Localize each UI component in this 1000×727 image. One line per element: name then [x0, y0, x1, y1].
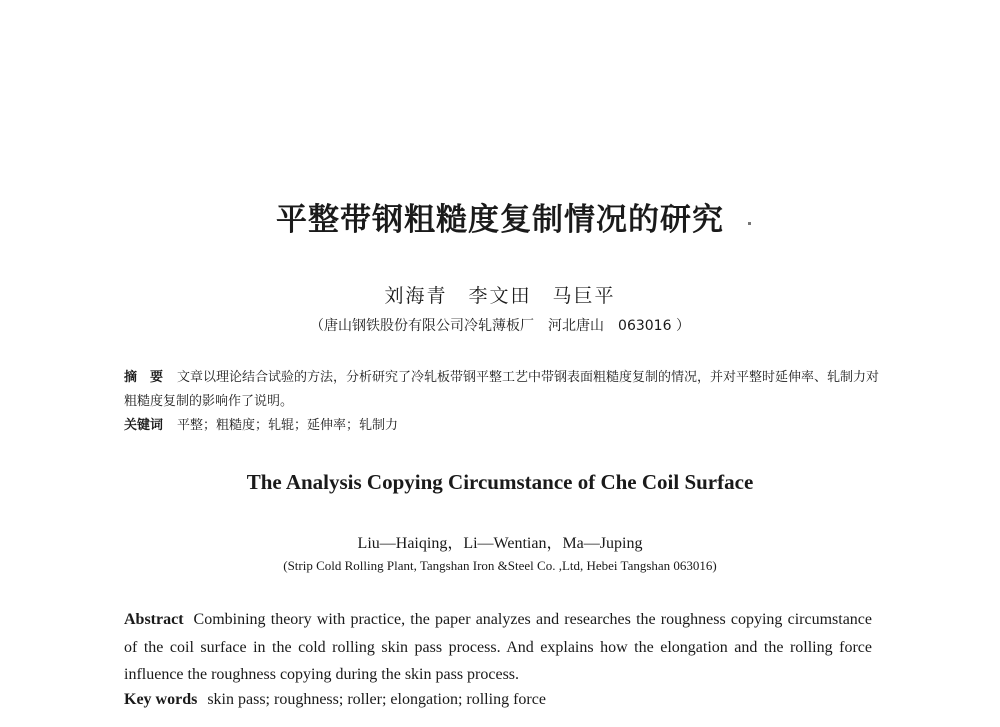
- chinese-keywords-text: 平整；粗糙度；轧辊；延伸率；轧制力: [177, 418, 399, 433]
- chinese-affiliation: （唐山钢铁股份有限公司冷轧薄板厂 河北唐山 063016 ）: [310, 318, 690, 334]
- chinese-title: 平整带钢粗糙度复制情况的研究: [276, 202, 724, 238]
- title-footnote-mark: [748, 222, 751, 225]
- chinese-abstract-text: 文章以理论结合试验的方法，分析研究了冷轧板带钢平整工艺中带钢表面粗糙度复制的情况，并对平整时延伸率、轧制力对粗糙度复制的影响作了说明。: [124, 370, 880, 409]
- english-abstract-label: Abstract: [124, 611, 184, 628]
- chinese-keywords: [124, 414, 884, 438]
- chinese-authors: 刘海青 李文田 马巨平: [384, 285, 616, 307]
- chinese-abstract-label: 摘 要: [124, 370, 164, 385]
- english-keywords: [124, 688, 872, 712]
- chinese-keywords-label: 关键词: [124, 418, 164, 433]
- english-abstract: [124, 606, 872, 689]
- english-abstract-text: Combining theory with practice, the paper analyzes and researches the roughness copying circumstance of the coil surface in the cold rolling skin pass process. And explains how the elongation and the rolling force influence the roughness copying during the skin pass process.: [124, 611, 872, 683]
- english-title: The Analysis Copying Circumstance of Che Coil Surface: [246, 470, 754, 494]
- english-authors: Liu—Haiqing，Li—Wentian，Ma—Juping: [357, 535, 643, 552]
- english-keywords-text: skin pass; roughness; roller; elongation; rolling force: [207, 691, 546, 708]
- chinese-abstract: [124, 366, 884, 414]
- english-affiliation: (Strip Cold Rolling Plant, Tangshan Iron &Steel Co. ,Ltd, Hebei Tangshan 063016): [283, 558, 717, 573]
- english-keywords-label: Key words: [124, 691, 198, 708]
